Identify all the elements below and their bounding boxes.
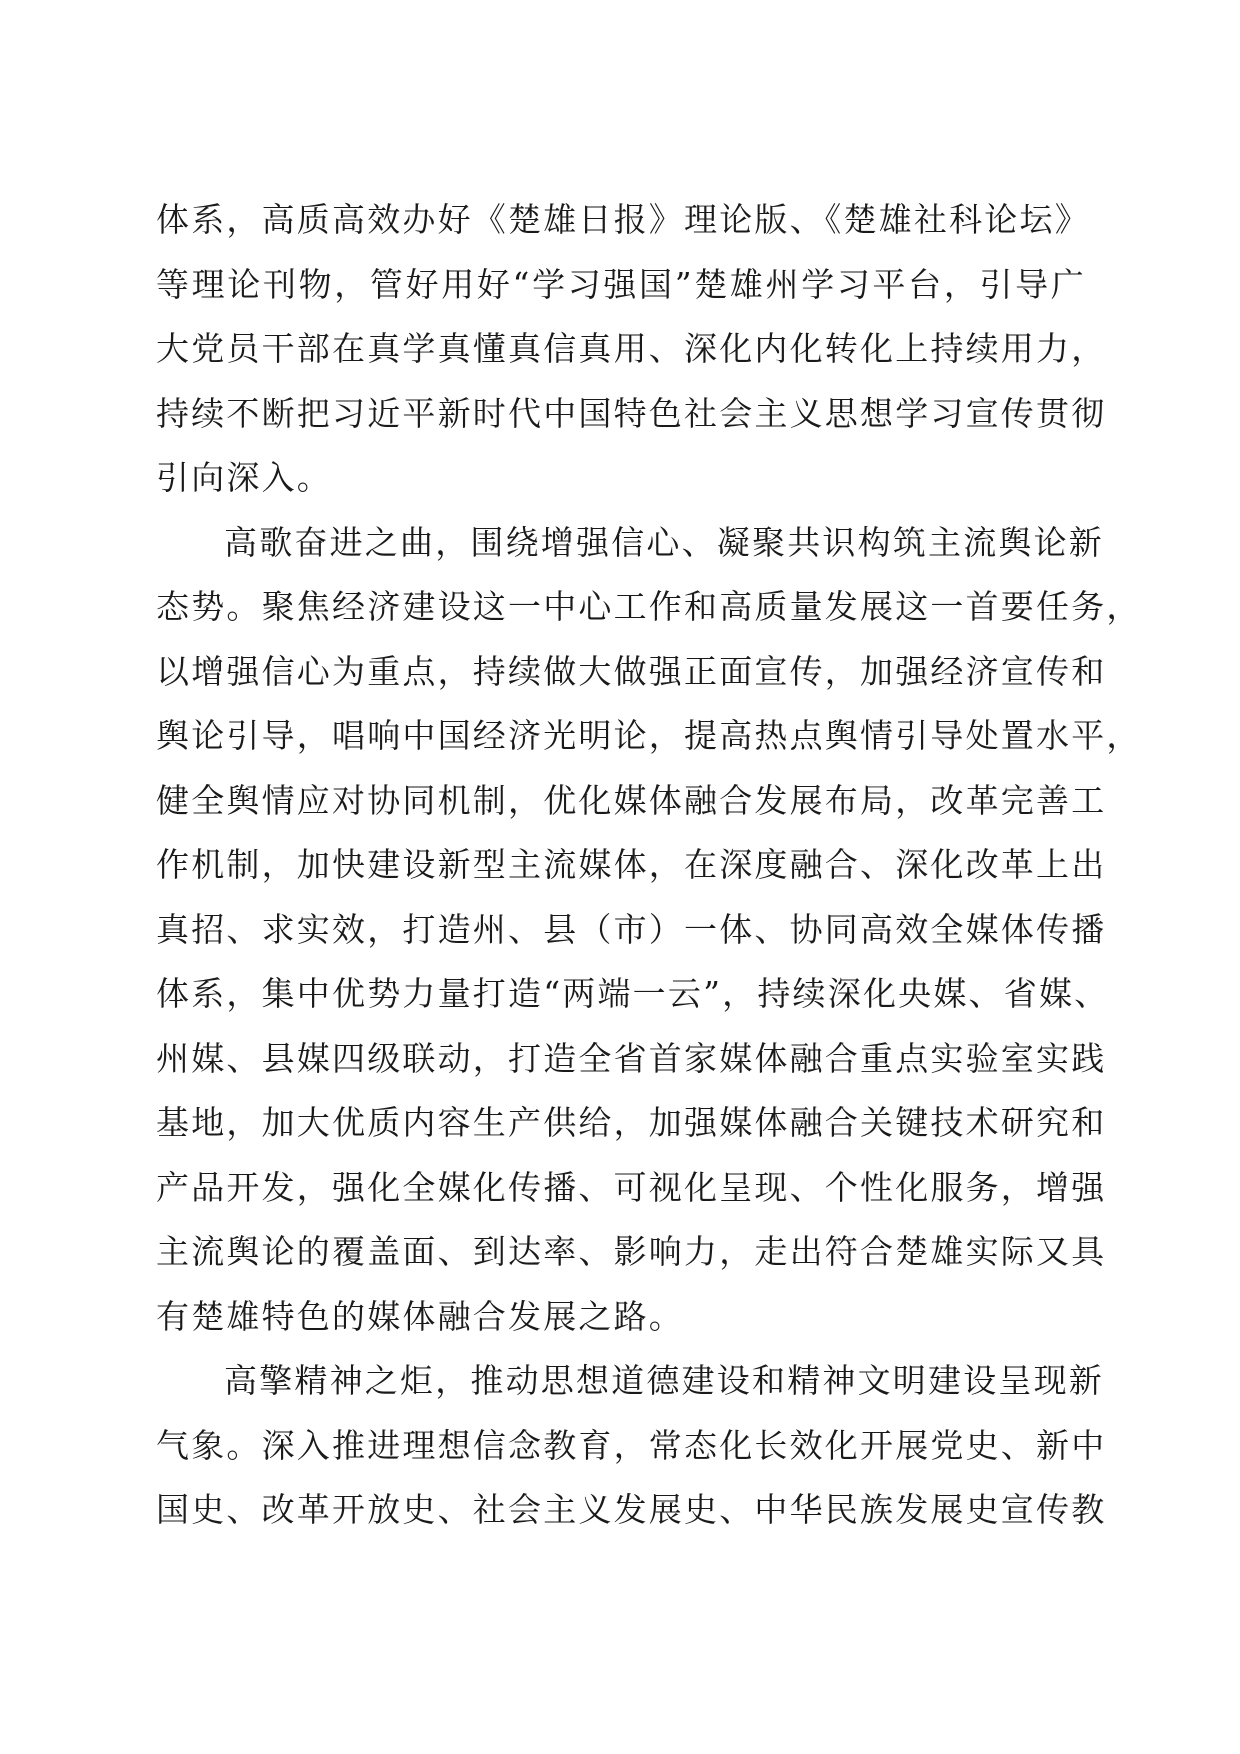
paragraph-2-line-11: 产品开发，强化全媒化传播、可视化呈现、个性化服务，增强 <box>156 1167 1107 1207</box>
paragraph-2-line-12: 主流舆论的覆盖面、到达率、影响力，走出符合楚雄实际又具 <box>156 1232 1107 1271</box>
paragraph-2-line-13: 有楚雄特色的媒体融合发展之路。 <box>156 1296 684 1336</box>
paragraph-1-line-4: 持续不断把习近平新时代中国特色社会主义思想学习宣传贯彻 <box>156 393 1107 433</box>
paragraph-1-line-2: 等理论刊物，管好用好“学习强国”楚雄州学习平台，引导广 <box>156 264 1086 304</box>
paragraph-2-line-1: 高歌奋进之曲，围绕增强信心、凝聚共识构筑主流舆论新 <box>224 522 1104 562</box>
paragraph-1-line-1: 体系，高质高效办好《楚雄日报》理论版、《楚雄社科论坛》 <box>156 200 1090 239</box>
paragraph-2-line-10: 基地，加大优质内容生产供给，加强媒体融合关键技术研究和 <box>156 1103 1107 1142</box>
paragraph-2-line-7: 真招、求实效，打造州、县（市）一体、协同高效全媒体传播 <box>156 909 1107 949</box>
body-text <box>156 188 1142 1543</box>
paragraph-2-line-6: 作机制，加快建设新型主流媒体，在深度融合、深化改革上出 <box>156 845 1107 884</box>
paragraph-1-line-5: 引向深入。 <box>156 458 332 497</box>
paragraph-2-line-8: 体系，集中优势力量打造“两端一云”，持续深化央媒、省媒、 <box>156 974 1110 1013</box>
paragraph-2-line-2: 态势。聚焦经济建设这一中心工作和高质量发展这一首要任务， <box>156 587 1142 626</box>
paragraph-2-line-4: 舆论引导，唱响中国经济光明论，提高热点舆情引导处置水平， <box>156 716 1142 755</box>
paragraph-2-line-9: 州媒、县媒四级联动，打造全省首家媒体融合重点实验室实践 <box>156 1038 1107 1078</box>
paragraph-2-line-3: 以增强信心为重点，持续做大做强正面宣传，加强经济宣传和 <box>156 651 1107 691</box>
paragraph-3-line-2: 气象。深入推进理想信念教育，常态化长效化开展党史、新中 <box>156 1425 1107 1465</box>
paragraph-1-line-3: 大党员干部在真学真懂真信真用、深化内化转化上持续用力， <box>156 329 1107 368</box>
paragraph-2-line-5: 健全舆情应对协同机制，优化媒体融合发展布局，改革完善工 <box>156 780 1107 820</box>
paragraph-3-line-3: 国史、改革开放史、社会主义发展史、中华民族发展史宣传教 <box>156 1490 1107 1529</box>
paragraph-3-line-1: 高擎精神之炬，推动思想道德建设和精神文明建设呈现新 <box>224 1361 1104 1400</box>
